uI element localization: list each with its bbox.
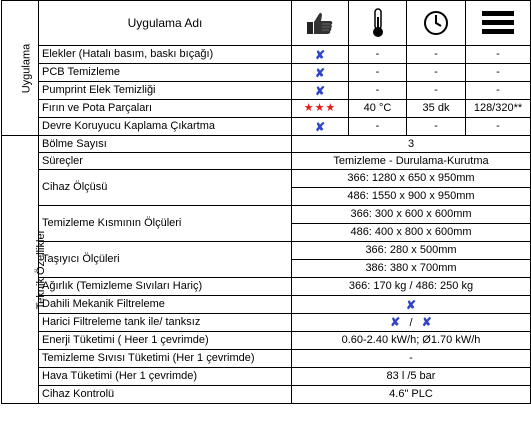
application-capacity: 128/320** — [466, 100, 531, 118]
application-time: - — [407, 118, 466, 136]
spec-row — [2, 296, 531, 314]
spec-label: Süreçler — [39, 153, 292, 170]
spec-row — [2, 242, 531, 260]
spec-row — [2, 368, 531, 386]
spec-value: Temizleme - Durulama-Kurutma — [292, 153, 531, 170]
header-col-temperature — [349, 1, 407, 46]
spec-value: 366: 1280 x 650 x 950mm — [292, 170, 531, 188]
application-temperature: - — [349, 46, 407, 64]
spec-value: 83 l /5 bar — [292, 368, 531, 386]
spec-row — [2, 170, 531, 188]
application-row — [2, 100, 531, 118]
application-temperature: - — [349, 64, 407, 82]
separator: / — [409, 317, 413, 329]
cross-mark-icon: ✘ — [390, 315, 401, 329]
cross-mark-icon: ✘ — [292, 296, 531, 314]
spec-label: Ağırlık (Temizleme Sıvıları Hariç) — [39, 278, 292, 296]
application-name: Devre Koruyucu Kaplama Çıkartma — [39, 118, 292, 136]
spec-value: 366: 170 kg / 486: 250 kg — [292, 278, 531, 296]
application-name: Fırın ve Pota Parçaları — [39, 100, 292, 118]
cross-mark-icon: ✘ — [292, 46, 349, 64]
application-name: PCB Temizleme — [39, 64, 292, 82]
spec-label: Temizleme Kısmının Ölçüleri — [39, 206, 292, 242]
spec-value: 486: 1550 x 900 x 950mm — [292, 188, 531, 206]
star-rating-icon: ★★★ — [292, 100, 349, 118]
spec-row — [2, 386, 531, 404]
spec-value: 366: 300 x 600 x 600mm — [292, 206, 531, 224]
section-label-application: Uygulama — [2, 1, 39, 136]
application-name: Pumprint Elek Temizliği — [39, 82, 292, 100]
spec-row — [2, 332, 531, 350]
spec-label: Enerji Tüketimi ( Heer 1 çevrimde) — [39, 332, 292, 350]
spec-label: Bölme Sayısı — [39, 136, 292, 153]
cross-mark-icon: ✘ — [292, 118, 349, 136]
application-row — [2, 64, 531, 82]
application-time: - — [407, 64, 466, 82]
application-time: - — [407, 46, 466, 64]
spec-row — [2, 314, 531, 332]
application-row — [2, 118, 531, 136]
header-title: Uygulama Adı — [39, 1, 292, 46]
application-capacity: - — [466, 64, 531, 82]
cross-mark-icon: ✘ — [292, 64, 349, 82]
spec-value: - — [292, 350, 531, 368]
stack-layers-icon — [481, 10, 515, 36]
spec-row — [2, 206, 531, 224]
spec-row — [2, 136, 531, 153]
spec-label: Cihaz Kontrolü — [39, 386, 292, 404]
spec-table — [1, 0, 531, 404]
application-row — [2, 46, 531, 64]
cross-mark-icon: ✘ — [292, 82, 349, 100]
application-name: Elekler (Hatalı basım, baskı bıçağı) — [39, 46, 292, 64]
application-temperature: - — [349, 118, 407, 136]
application-capacity: - — [466, 118, 531, 136]
spec-label: Temizleme Sıvısı Tüketimi (Her 1 çevrimde) — [39, 350, 292, 368]
cross-mark-icon: ✘ — [421, 315, 432, 329]
spec-row — [2, 153, 531, 170]
spec-value: 4.6" PLC — [292, 386, 531, 404]
header-col-rating — [292, 1, 349, 46]
header-row — [2, 1, 531, 46]
spec-value: 386: 380 x 700mm — [292, 260, 531, 278]
spec-value: 0.60-2.40 kW/h; Ø1.70 kW/h — [292, 332, 531, 350]
application-temperature: 40 °C — [349, 100, 407, 118]
spec-row — [2, 278, 531, 296]
application-temperature: - — [349, 82, 407, 100]
spec-label: Dahili Mekanik Filtreleme — [39, 296, 292, 314]
header-col-capacity — [466, 1, 531, 46]
application-capacity: - — [466, 46, 531, 64]
section-label-technical: Teknik Özellikler — [2, 136, 39, 404]
application-capacity: - — [466, 82, 531, 100]
application-row — [2, 82, 531, 100]
spec-value: 486: 400 x 800 x 600mm — [292, 224, 531, 242]
thumbs-up-icon — [305, 10, 335, 36]
thermometer-icon — [370, 7, 386, 39]
spec-value: 3 — [292, 136, 531, 153]
spec-label: Cihaz Ölçüsü — [39, 170, 292, 206]
application-time: - — [407, 82, 466, 100]
header-col-time — [407, 1, 466, 46]
spec-label: Harici Filtreleme tank ile/ tanksız — [39, 314, 292, 332]
spec-row — [2, 350, 531, 368]
spec-value — [292, 314, 531, 332]
clock-icon — [423, 10, 449, 36]
spec-label: Taşıyıcı Ölçüleri — [39, 242, 292, 278]
spec-value: 366: 280 x 500mm — [292, 242, 531, 260]
application-time: 35 dk — [407, 100, 466, 118]
spec-label: Hava Tüketimi (Her 1 çevrimde) — [39, 368, 292, 386]
